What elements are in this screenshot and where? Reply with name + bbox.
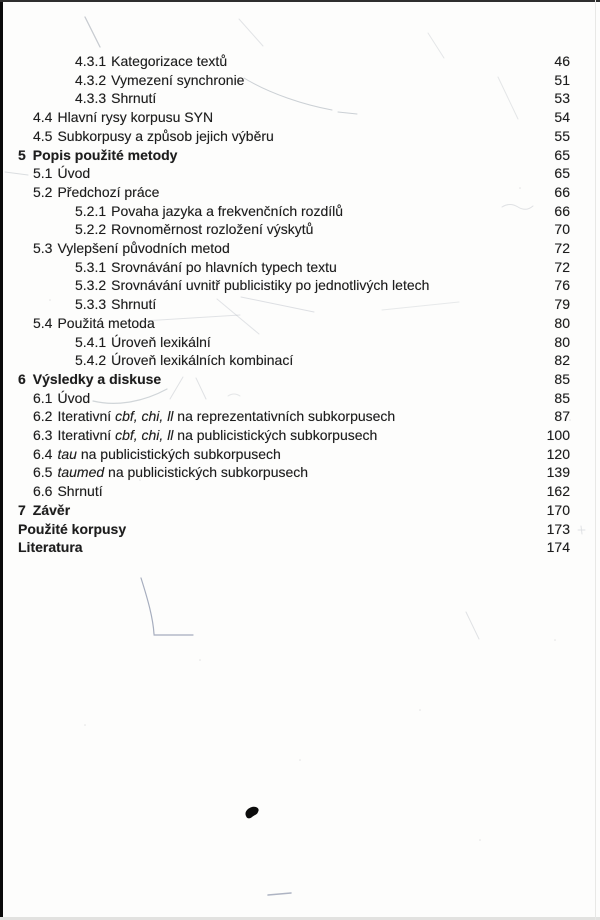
toc-entry-title bbox=[18, 407, 536, 426]
scan-edge-left bbox=[0, 0, 3, 920]
scan-scratch bbox=[466, 612, 479, 639]
toc-entry-number: 5.3.2 bbox=[75, 277, 107, 294]
toc-entry-number: 5.3 bbox=[33, 240, 53, 257]
toc-entry bbox=[18, 71, 570, 90]
toc-entry bbox=[18, 127, 570, 146]
toc-entry-number: 5.3.1 bbox=[75, 258, 107, 275]
toc-entry-number: 4.5 bbox=[33, 127, 53, 144]
toc-entry-title bbox=[18, 463, 536, 482]
toc-entry-number: 5.4 bbox=[33, 314, 53, 331]
toc-entry-number: 6.3 bbox=[33, 427, 53, 444]
toc-entry-title bbox=[18, 389, 536, 408]
toc-title-text: Použitá metoda bbox=[57, 314, 155, 331]
toc-entry-page-number: 51 bbox=[554, 71, 570, 88]
toc-entry-title bbox=[18, 258, 536, 277]
toc-entry-title bbox=[18, 202, 536, 221]
toc-entry bbox=[18, 333, 570, 352]
toc-entry-number: 5.4.1 bbox=[75, 333, 107, 350]
toc-entry bbox=[18, 426, 570, 445]
toc-entry-page-number: 85 bbox=[554, 370, 570, 387]
toc-title-text: na publicistických subkorpusech bbox=[173, 427, 378, 444]
toc-entry bbox=[18, 164, 570, 183]
toc-title-text: Povaha jazyka a frekvenčních rozdílů bbox=[111, 202, 344, 219]
toc-entry-page-number: 72 bbox=[554, 240, 570, 257]
toc-entry-title bbox=[18, 520, 536, 539]
toc-title-text: Předchozí práce bbox=[57, 183, 160, 200]
toc-title-italic-term: cbf, chi, ll bbox=[115, 408, 174, 425]
toc-entry-page-number: 100 bbox=[546, 427, 570, 444]
toc-entry-number: 5.2 bbox=[33, 183, 53, 200]
toc-entry-page-number: 80 bbox=[554, 333, 570, 350]
toc-entry-page-number: 54 bbox=[554, 109, 570, 126]
toc-entry-page-number: 76 bbox=[554, 277, 570, 294]
ink-blot bbox=[245, 807, 258, 819]
scan-edge-top bbox=[0, 0, 600, 2]
toc-entry-title bbox=[18, 220, 536, 239]
toc-entry bbox=[18, 370, 570, 389]
toc-entry bbox=[18, 220, 570, 239]
toc-entry bbox=[18, 202, 570, 221]
pencil-mark-dash bbox=[268, 893, 291, 895]
toc-entry-page-number: 53 bbox=[554, 90, 570, 107]
toc-entry-page-number: 66 bbox=[554, 202, 570, 219]
toc-title-text: Vylepšení původních metod bbox=[57, 240, 230, 257]
toc-title-text: Iterativní bbox=[57, 408, 116, 425]
toc-entry-number: 4.3.1 bbox=[75, 53, 107, 69]
toc-title-text: Shrnutí bbox=[111, 90, 157, 107]
toc-entry-title bbox=[18, 108, 536, 127]
toc-entry bbox=[18, 239, 570, 258]
toc-entry bbox=[18, 108, 570, 127]
toc-entry-page-number: 72 bbox=[554, 258, 570, 275]
toc-title-text: Úvod bbox=[57, 165, 91, 182]
toc-entry-number: 6.1 bbox=[33, 389, 53, 406]
toc-entry-page-number: 173 bbox=[546, 520, 570, 537]
toc-title-text: Srovnávání uvnitř publicistiky po jednotlivých letech bbox=[111, 277, 430, 294]
toc-title-text: Shrnutí bbox=[111, 296, 157, 313]
toc-entry bbox=[18, 89, 570, 108]
scan-scratch bbox=[578, 526, 585, 534]
toc-entry bbox=[18, 501, 570, 520]
toc-title-text: na reprezentativních subkorpusech bbox=[173, 408, 396, 425]
table-of-contents bbox=[18, 52, 570, 557]
toc-entry bbox=[18, 258, 570, 277]
toc-entry-number: 5.2.2 bbox=[75, 221, 107, 238]
scan-edge-right bbox=[595, 0, 596, 920]
toc-entry-title bbox=[18, 538, 536, 557]
toc-entry-title bbox=[18, 501, 536, 520]
toc-entry-title bbox=[18, 314, 536, 333]
toc-title-text: Shrnutí bbox=[57, 483, 103, 500]
toc-entry-page-number: 139 bbox=[546, 464, 570, 481]
toc-entry-page-number: 80 bbox=[554, 314, 570, 331]
toc-entry-title bbox=[18, 146, 536, 165]
toc-entry bbox=[18, 314, 570, 333]
toc-title-text: Úvod bbox=[57, 389, 91, 406]
toc-entry-page-number: 66 bbox=[554, 183, 570, 200]
toc-entry bbox=[18, 520, 570, 539]
toc-entry bbox=[18, 463, 570, 482]
toc-entry bbox=[18, 183, 570, 202]
toc-entry-page-number: 65 bbox=[554, 146, 570, 163]
toc-title-text: Subkorpusy a způsob jejich výběru bbox=[57, 127, 274, 144]
toc-entry-page-number: 46 bbox=[554, 53, 570, 69]
toc-entry-number: 5.1 bbox=[33, 165, 53, 182]
toc-entry-title bbox=[18, 239, 536, 258]
toc-entry-page-number: 162 bbox=[546, 483, 570, 500]
toc-entry bbox=[18, 276, 570, 295]
toc-title-text: Srovnávání po hlavních typech textu bbox=[111, 258, 337, 275]
toc-entry-title bbox=[18, 276, 536, 295]
toc-entry-number: 6.5 bbox=[33, 464, 53, 481]
toc-title-text: Vymezení synchronie bbox=[111, 71, 245, 88]
toc-entry-number: 4.3.2 bbox=[75, 71, 107, 88]
toc-title-text: Kategorizace textů bbox=[111, 53, 228, 69]
toc-entry-page-number: 70 bbox=[554, 221, 570, 238]
toc-entry-page-number: 85 bbox=[554, 389, 570, 406]
toc-entry bbox=[18, 295, 570, 314]
toc-entry bbox=[18, 538, 570, 557]
toc-entry bbox=[18, 52, 570, 71]
toc-entry-title bbox=[18, 52, 536, 71]
toc-entry-page-number: 55 bbox=[554, 127, 570, 144]
toc-entry-title bbox=[18, 482, 536, 501]
toc-entry-number: 6.2 bbox=[33, 408, 53, 425]
toc-entry-number: 4.4 bbox=[33, 109, 53, 126]
toc-title-text: Závěr bbox=[32, 501, 71, 518]
toc-title-text: Popis použité metody bbox=[32, 146, 178, 163]
toc-entry-number: 6.6 bbox=[33, 483, 53, 500]
toc-entry bbox=[18, 146, 570, 165]
scan-scratch bbox=[239, 19, 263, 46]
toc-entry-page-number: 79 bbox=[554, 296, 570, 313]
scan-scratch bbox=[85, 17, 100, 47]
toc-title-text: Úroveň lexikálních kombinací bbox=[111, 352, 294, 369]
toc-entry-page-number: 87 bbox=[554, 408, 570, 425]
toc-entry-page-number: 65 bbox=[554, 165, 570, 182]
toc-entry-number: 7 bbox=[18, 501, 26, 518]
toc-entry-page-number: 170 bbox=[546, 501, 570, 518]
toc-entry-page-number: 82 bbox=[554, 352, 570, 369]
toc-entry bbox=[18, 351, 570, 370]
toc-entry-number: 5.3.3 bbox=[75, 296, 107, 313]
toc-title-italic-term: cbf, chi, ll bbox=[115, 427, 174, 444]
toc-title-text: na publicistických subkorpusech bbox=[104, 464, 309, 481]
toc-entry-title bbox=[18, 351, 536, 370]
pencil-mark-curve bbox=[141, 578, 193, 635]
toc-entry-page-number: 174 bbox=[546, 539, 570, 556]
toc-title-text: Literatura bbox=[18, 539, 83, 556]
toc-entry-number: 5.2.1 bbox=[75, 202, 107, 219]
toc-entry-title bbox=[18, 127, 536, 146]
toc-title-text: Výsledky a diskuse bbox=[32, 370, 162, 387]
toc-entry-number: 5.4.2 bbox=[75, 352, 107, 369]
toc-entry bbox=[18, 407, 570, 426]
toc-title-italic-term: tau bbox=[57, 445, 77, 462]
toc-entry bbox=[18, 445, 570, 464]
toc-entry-number: 5 bbox=[18, 146, 26, 163]
toc-title-text: Iterativní bbox=[57, 427, 116, 444]
toc-entry bbox=[18, 389, 570, 408]
toc-title-text: Použité korpusy bbox=[18, 520, 127, 537]
toc-entry-title bbox=[18, 333, 536, 352]
toc-entry-title bbox=[18, 71, 536, 90]
toc-entry-title bbox=[18, 295, 536, 314]
toc-entry-title bbox=[18, 445, 536, 464]
toc-entry-title bbox=[18, 370, 536, 389]
toc-title-text: Rovnoměrnost rozložení výskytů bbox=[111, 221, 314, 238]
toc-entry-title bbox=[18, 164, 536, 183]
toc-title-text: Hlavní rysy korpusu SYN bbox=[57, 109, 214, 126]
toc-entry-title bbox=[18, 89, 536, 108]
toc-title-text: Úroveň lexikální bbox=[111, 333, 211, 350]
toc-entry-title bbox=[18, 183, 536, 202]
toc-entry-number: 4.3.3 bbox=[75, 90, 107, 107]
toc-entry-number: 6.4 bbox=[33, 445, 53, 462]
toc-entry-title bbox=[18, 426, 536, 445]
toc-entry-number: 6 bbox=[18, 370, 26, 387]
toc-title-text: na publicistických subkorpusech bbox=[76, 445, 281, 462]
toc-title-italic-term: taumed bbox=[57, 464, 105, 481]
toc-entry-page-number: 120 bbox=[546, 445, 570, 462]
toc-entry bbox=[18, 482, 570, 501]
